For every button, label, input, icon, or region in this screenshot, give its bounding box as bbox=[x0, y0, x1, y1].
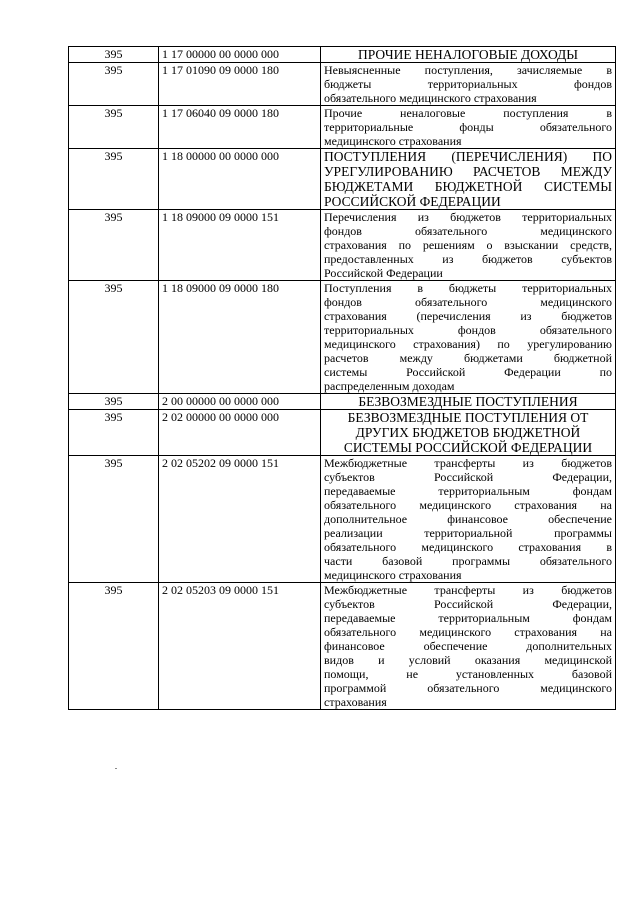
budget-classification-code-cell: 1 17 06040 09 0000 180 bbox=[159, 106, 321, 149]
budget-classification-code-cell: 1 17 00000 00 0000 000 bbox=[159, 47, 321, 63]
revenue-name-line: территориальные фонды обязательного bbox=[324, 120, 612, 134]
revenue-name-line: распределенным доходам bbox=[324, 379, 455, 393]
admin-code-cell: 395 bbox=[69, 394, 159, 410]
revenue-name-line: ДРУГИХ БЮДЖЕТОВ БЮДЖЕТНОЙ bbox=[355, 425, 581, 440]
revenue-name-line: фондов обязательного медицинского bbox=[324, 295, 612, 309]
admin-code-cell: 395 bbox=[69, 149, 159, 210]
admin-code-cell: 395 bbox=[69, 410, 159, 456]
revenue-name-cell bbox=[321, 281, 616, 394]
revenue-name-line: передаваемые территориальным фондам bbox=[324, 611, 612, 625]
admin-code-cell: 395 bbox=[69, 63, 159, 106]
budget-classification-code-cell: 2 02 05203 09 0000 151 bbox=[159, 583, 321, 710]
revenue-name-line: субъектов Российской Федерации, bbox=[324, 597, 612, 611]
revenue-name-line: бюджеты территориальных фондов bbox=[324, 77, 612, 91]
budget-classification-code-cell: 1 18 09000 09 0000 151 bbox=[159, 210, 321, 281]
revenue-name-line: Невыясненные поступления, зачисляемые в bbox=[324, 63, 612, 77]
revenue-name-line: Поступления в бюджеты территориальных bbox=[324, 281, 612, 295]
budget-classification-code-cell: 1 17 01090 09 0000 180 bbox=[159, 63, 321, 106]
table-row bbox=[69, 410, 616, 456]
revenue-name-line: Перечисления из бюджетов территориальных bbox=[324, 210, 612, 224]
revenue-name-cell bbox=[321, 456, 616, 583]
table-row bbox=[69, 47, 616, 63]
admin-code-cell: 395 bbox=[69, 583, 159, 710]
revenue-name-line: Межбюджетные трансферты из бюджетов bbox=[324, 456, 612, 470]
revenue-name-line: Российской Федерации bbox=[324, 266, 443, 280]
revenue-name-line: страхования (перечисления из бюджетов bbox=[324, 309, 612, 323]
admin-code-cell: 395 bbox=[69, 106, 159, 149]
admin-code-cell: 395 bbox=[69, 210, 159, 281]
admin-code-cell: 395 bbox=[69, 456, 159, 583]
revenue-name-cell bbox=[321, 63, 616, 106]
table-row bbox=[69, 281, 616, 394]
revenue-name-line: фондов обязательного медицинского bbox=[324, 224, 612, 238]
revenue-name-line: СИСТЕМЫ РОССИЙСКОЙ ФЕДЕРАЦИИ bbox=[343, 440, 593, 455]
admin-code-cell: 395 bbox=[69, 47, 159, 63]
table-row bbox=[69, 63, 616, 106]
revenue-name-cell bbox=[321, 410, 616, 456]
revenue-name-cell bbox=[321, 47, 616, 63]
budget-classification-code-cell: 2 00 00000 00 0000 000 bbox=[159, 394, 321, 410]
revenue-name-line: видов и условий оказания медицинской bbox=[324, 653, 612, 667]
admin-code-cell: 395 bbox=[69, 281, 159, 394]
revenue-name-line: дополнительное финансовое обеспечение bbox=[324, 512, 612, 526]
revenue-name-cell bbox=[321, 583, 616, 710]
revenue-name-line: страхования по решениям о взыскании средств, bbox=[324, 238, 612, 252]
revenue-name-cell bbox=[321, 149, 616, 210]
table-row bbox=[69, 394, 616, 410]
budget-revenue-table bbox=[68, 46, 616, 710]
revenue-name-line: БЕЗВОЗМЕЗДНЫЕ ПОСТУПЛЕНИЯ bbox=[358, 394, 578, 409]
table-row bbox=[69, 106, 616, 149]
revenue-name-cell bbox=[321, 106, 616, 149]
budget-classification-code-cell: 1 18 00000 00 0000 000 bbox=[159, 149, 321, 210]
revenue-name-line: Межбюджетные трансферты из бюджетов bbox=[324, 583, 612, 597]
revenue-name-line: медицинского страхования bbox=[324, 134, 462, 148]
revenue-name-line: программой обязательного медицинского bbox=[324, 681, 612, 695]
table-row bbox=[69, 456, 616, 583]
budget-classification-code-cell: 1 18 09000 09 0000 180 bbox=[159, 281, 321, 394]
revenue-name-line: Прочие неналоговые поступления в bbox=[324, 106, 612, 120]
table-row bbox=[69, 210, 616, 281]
table-row bbox=[69, 149, 616, 210]
revenue-name-line: БЕЗВОЗМЕЗДНЫЕ ПОСТУПЛЕНИЯ ОТ bbox=[347, 410, 589, 425]
revenue-name-line: финансовое обеспечение дополнительных bbox=[324, 639, 612, 653]
revenue-name-line: страхования bbox=[324, 695, 387, 709]
revenue-name-line: обязательного медицинского страхования на bbox=[324, 498, 612, 512]
revenue-name-line: реализации территориальной программы bbox=[324, 526, 612, 540]
scan-speck bbox=[115, 768, 117, 769]
revenue-name-line: территориальных фондов обязательного bbox=[324, 323, 612, 337]
revenue-name-line: медицинского страхования) по урегулированию bbox=[324, 337, 612, 351]
revenue-name-line: БЮДЖЕТАМИ БЮДЖЕТНОЙ СИСТЕМЫ bbox=[324, 179, 612, 194]
revenue-name-line: субъектов Российской Федерации, bbox=[324, 470, 612, 484]
revenue-name-line: предоставленных из бюджетов субъектов bbox=[324, 252, 612, 266]
revenue-name-line: системы Российской Федерации по bbox=[324, 365, 612, 379]
revenue-name-cell bbox=[321, 210, 616, 281]
revenue-name-line: передаваемые территориальным фондам bbox=[324, 484, 612, 498]
budget-classification-code-cell: 2 02 00000 00 0000 000 bbox=[159, 410, 321, 456]
budget-classification-code-cell: 2 02 05202 09 0000 151 bbox=[159, 456, 321, 583]
revenue-name-line: расчетов между бюджетами бюджетной bbox=[324, 351, 612, 365]
revenue-name-line: обязательного медицинского страхования в bbox=[324, 540, 612, 554]
revenue-name-line: УРЕГУЛИРОВАНИЮ РАСЧЕТОВ МЕЖДУ bbox=[324, 164, 612, 179]
revenue-name-line: помощи, не установленных базовой bbox=[324, 667, 612, 681]
revenue-name-line: части базовой программы обязательного bbox=[324, 554, 612, 568]
revenue-name-line: РОССИЙСКОЙ ФЕДЕРАЦИИ bbox=[324, 194, 501, 209]
revenue-name-cell bbox=[321, 394, 616, 410]
revenue-name-line: обязательного медицинского страхования bbox=[324, 91, 537, 105]
revenue-name-line: ПРОЧИЕ НЕНАЛОГОВЫЕ ДОХОДЫ bbox=[357, 47, 579, 62]
revenue-name-line: медицинского страхования bbox=[324, 568, 462, 582]
revenue-name-line: ПОСТУПЛЕНИЯ (ПЕРЕЧИСЛЕНИЯ) ПО bbox=[324, 149, 612, 164]
revenue-name-line: обязательного медицинского страхования на bbox=[324, 625, 612, 639]
table-row bbox=[69, 583, 616, 710]
